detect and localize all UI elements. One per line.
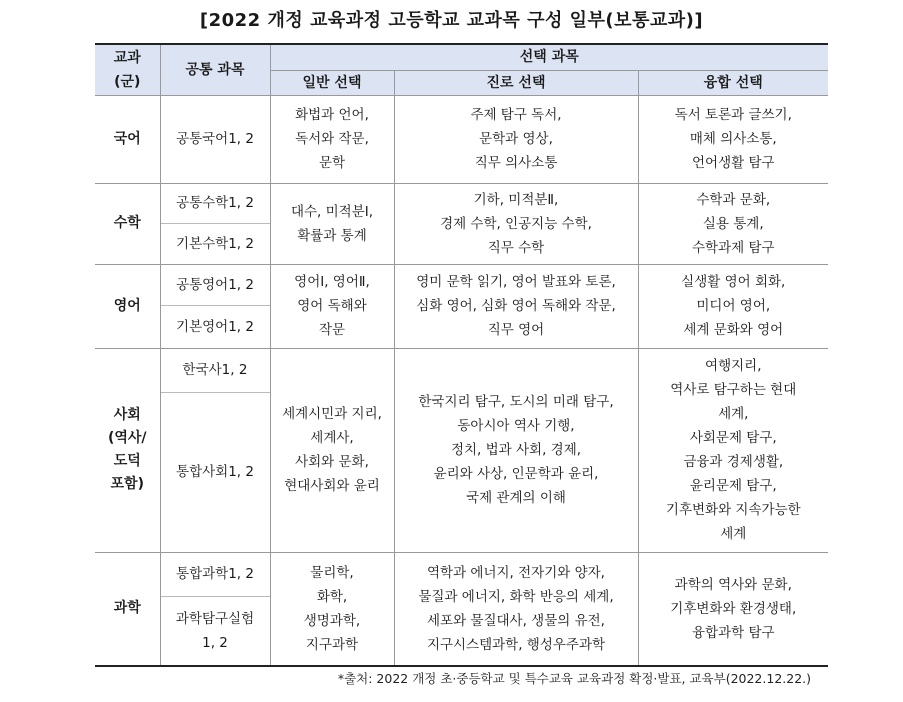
source-footnote: *출처: 2022 개정 초·중등학교 및 특수교육 교육과정 확정·발표, 교육부(2022.12.22.) bbox=[337, 671, 811, 686]
convergence-social: 여행지리, 역사로 탐구하는 현대 세계, 사회문제 탐구, 금융과 경제생활, 윤리문제 탐구, 기후변화와 지속가능한 세계 bbox=[638, 348, 828, 552]
subject-korean: 국어 bbox=[95, 95, 160, 183]
subject-english: 영어 bbox=[95, 264, 160, 348]
convergence-korean: 독서 토론과 글쓰기, 매체 의사소통, 언어생활 탐구 bbox=[638, 95, 828, 183]
career-social: 한국지리 탐구, 도시의 미래 탐구, 동아시아 역사 기행, 정치, 법과 사회, 경제, 윤리와 사상, 인문학과 윤리, 국제 관계의 이해 bbox=[394, 348, 638, 552]
subject-science: 과학 bbox=[95, 552, 160, 666]
common-social-1: 한국사1, 2 bbox=[160, 348, 270, 392]
header-elective-subjects: 선택 과목 bbox=[270, 44, 828, 70]
subject-social: 사회 (역사/ 도덕 포함) bbox=[95, 348, 160, 552]
general-english: 영어Ⅰ, 영어Ⅱ, 영어 독해와 작문 bbox=[270, 264, 394, 348]
career-science: 역학과 에너지, 전자기와 양자, 물질과 에너지, 화학 반응의 세계, 세포와 물질대사, 생물의 유전, 지구시스템과학, 행성우주과학 bbox=[394, 552, 638, 666]
subject-math: 수학 bbox=[95, 183, 160, 264]
header-subject-group: 교과 (군) bbox=[95, 44, 160, 95]
table-row-social bbox=[95, 348, 828, 392]
general-math: 대수, 미적분Ⅰ, 확률과 통계 bbox=[270, 183, 394, 264]
common-science-2: 과학탐구실험 1, 2 bbox=[160, 596, 270, 666]
common-social-2: 통합사회1, 2 bbox=[160, 392, 270, 552]
convergence-math: 수학과 문화, 실용 통계, 수학과제 탐구 bbox=[638, 183, 828, 264]
career-english: 영미 문학 읽기, 영어 발표와 토론, 심화 영어, 심화 영어 독해와 작문, 직무 영어 bbox=[394, 264, 638, 348]
document-title: [2022 개정 교육과정 고등학교 교과목 구성 일부(보통교과)] bbox=[199, 10, 704, 31]
table-row-english bbox=[95, 264, 828, 305]
curriculum-table bbox=[95, 43, 828, 667]
general-social: 세계시민과 지리, 세계사, 사회와 문화, 현대사회와 윤리 bbox=[270, 348, 394, 552]
table-row-science bbox=[95, 552, 828, 596]
common-english-1: 공통영어1, 2 bbox=[160, 264, 270, 305]
career-math: 기하, 미적분Ⅱ, 경제 수학, 인공지능 수학, 직무 수학 bbox=[394, 183, 638, 264]
convergence-science: 과학의 역사와 문화, 기후변화와 환경생태, 융합과학 탐구 bbox=[638, 552, 828, 666]
common-science-1: 통합과학1, 2 bbox=[160, 552, 270, 596]
common-korean: 공통국어1, 2 bbox=[160, 95, 270, 183]
common-math-2: 기본수학1, 2 bbox=[160, 223, 270, 264]
general-korean: 화법과 언어, 독서와 작문, 문학 bbox=[270, 95, 394, 183]
table-row-math bbox=[95, 183, 828, 223]
header-convergence-elective: 융합 선택 bbox=[638, 70, 828, 95]
header-career-elective: 진로 선택 bbox=[394, 70, 638, 95]
common-math-1: 공통수학1, 2 bbox=[160, 183, 270, 223]
common-english-2: 기본영어1, 2 bbox=[160, 305, 270, 348]
general-science: 물리학, 화학, 생명과학, 지구과학 bbox=[270, 552, 394, 666]
header-general-elective: 일반 선택 bbox=[270, 70, 394, 95]
table-row-korean bbox=[95, 95, 828, 183]
header-common-subjects: 공통 과목 bbox=[160, 44, 270, 95]
convergence-english: 실생활 영어 회화, 미디어 영어, 세계 문화와 영어 bbox=[638, 264, 828, 348]
career-korean: 주제 탐구 독서, 문학과 영상, 직무 의사소통 bbox=[394, 95, 638, 183]
